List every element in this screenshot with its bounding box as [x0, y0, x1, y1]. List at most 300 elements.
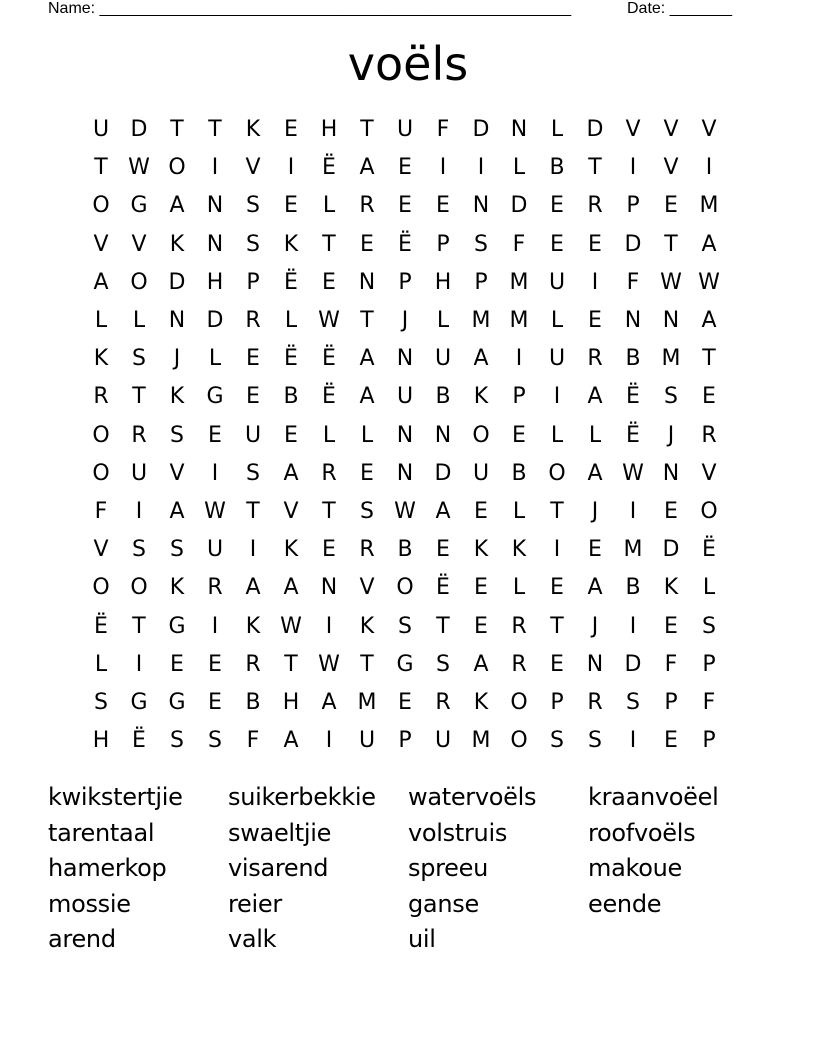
grid-cell: W	[204, 498, 226, 524]
grid-cell: K	[473, 384, 489, 410]
grid-cell: A	[587, 460, 603, 486]
word-list-item: volstruis	[408, 818, 508, 847]
grid-cell: P	[702, 728, 716, 754]
grid-cell: P	[702, 651, 716, 677]
grid-cell: B	[245, 689, 261, 715]
grid-cell: I	[705, 155, 713, 181]
grid-row	[82, 493, 728, 531]
word-list-item: kwikstertjie	[48, 783, 183, 811]
grid-cell: I	[211, 613, 219, 639]
word-column	[408, 780, 588, 958]
grid-cell: O	[130, 269, 148, 295]
grid-cell: Ë	[626, 422, 640, 448]
grid-row	[82, 607, 728, 645]
grid-cell: E	[322, 269, 336, 295]
grid-cell: E	[550, 651, 564, 677]
grid-cell: N	[320, 575, 338, 601]
grid-cell: I	[629, 613, 637, 639]
grid-cell: N	[434, 422, 452, 448]
grid-row	[82, 187, 728, 225]
grid-cell: L	[512, 155, 526, 181]
grid-cell: T	[208, 117, 222, 143]
grid-cell: V	[701, 117, 717, 143]
grid-cell: O	[92, 575, 110, 601]
grid-cell: A	[321, 689, 337, 715]
grid-cell: W	[318, 308, 340, 334]
grid-cell: M	[509, 269, 529, 295]
grid-cell: A	[359, 384, 375, 410]
grid-cell: S	[246, 193, 260, 219]
grid-cell: K	[93, 346, 109, 372]
grid-cell: T	[322, 498, 336, 524]
grid-cell: B	[435, 384, 451, 410]
grid-cell: S	[664, 384, 678, 410]
grid-cell: N	[168, 308, 186, 334]
grid-cell: M	[661, 346, 681, 372]
letter-grid	[82, 111, 728, 760]
grid-cell: E	[246, 384, 260, 410]
grid-cell: D	[434, 460, 452, 486]
grid-cell: E	[550, 575, 564, 601]
grid-cell: O	[548, 460, 566, 486]
grid-cell: Ë	[436, 575, 450, 601]
grid-cell: L	[132, 308, 146, 334]
grid-cell: I	[249, 537, 257, 563]
grid-cell: I	[135, 498, 143, 524]
grid-row	[82, 149, 728, 187]
grid-cell: N	[472, 193, 490, 219]
grid-cell: D	[510, 193, 528, 219]
grid-cell: O	[92, 422, 110, 448]
word-column	[228, 780, 408, 958]
grid-cell: E	[474, 498, 488, 524]
grid-cell: E	[284, 422, 298, 448]
grid-cell: N	[586, 651, 604, 677]
grid-cell: T	[322, 231, 336, 257]
grid-cell: E	[588, 537, 602, 563]
grid-cell: E	[436, 193, 450, 219]
grid-cell: S	[398, 613, 412, 639]
grid-cell: P	[550, 689, 564, 715]
grid-cell: S	[170, 537, 184, 563]
grid-cell: K	[283, 537, 299, 563]
grid-cell: P	[398, 728, 412, 754]
grid-cell: U	[396, 117, 414, 143]
grid-cell: D	[206, 308, 224, 334]
grid-cell: W	[394, 498, 416, 524]
grid-cell: S	[702, 613, 716, 639]
grid-row	[82, 417, 728, 455]
grid-cell: A	[587, 575, 603, 601]
grid-cell: O	[130, 575, 148, 601]
grid-cell: V	[625, 117, 641, 143]
grid-cell: O	[168, 155, 186, 181]
grid-cell: F	[664, 651, 678, 677]
grid-cell: V	[169, 460, 185, 486]
grid-cell: U	[434, 728, 452, 754]
grid-cell: N	[662, 308, 680, 334]
grid-cell: Ë	[322, 384, 336, 410]
word-list-item: valk	[228, 925, 277, 953]
grid-cell: K	[169, 575, 185, 601]
grid-cell: U	[396, 384, 414, 410]
grid-cell: J	[667, 422, 675, 448]
grid-cell: N	[396, 460, 414, 486]
grid-cell: Ë	[322, 346, 336, 372]
grid-row	[82, 264, 728, 302]
grid-cell: N	[358, 269, 376, 295]
grid-cell: O	[472, 422, 490, 448]
grid-cell: J	[591, 498, 599, 524]
grid-row	[82, 378, 728, 416]
grid-cell: U	[548, 269, 566, 295]
grid-cell: H	[282, 689, 300, 715]
grid-cell: A	[283, 575, 299, 601]
grid-cell: F	[94, 498, 108, 524]
grid-cell: O	[510, 689, 528, 715]
grid-cell: N	[396, 422, 414, 448]
grid-cell: I	[515, 346, 523, 372]
grid-cell: P	[626, 193, 640, 219]
grid-cell: E	[322, 537, 336, 563]
grid-cell: A	[701, 308, 717, 334]
grid-cell: M	[509, 308, 529, 334]
grid-cell: I	[553, 537, 561, 563]
grid-cell: K	[473, 537, 489, 563]
grid-cell: E	[208, 422, 222, 448]
grid-cell: Ë	[132, 728, 146, 754]
grid-cell: F	[246, 728, 260, 754]
grid-cell: K	[511, 537, 527, 563]
grid-cell: V	[93, 231, 109, 257]
grid-cell: E	[436, 537, 450, 563]
grid-cell: I	[135, 651, 143, 677]
grid-cell: E	[360, 231, 374, 257]
grid-cell: O	[92, 193, 110, 219]
grid-cell: A	[245, 575, 261, 601]
grid-cell: K	[245, 613, 261, 639]
grid-cell: R	[207, 575, 223, 601]
grid-cell: L	[94, 651, 108, 677]
grid-cell: Ë	[322, 155, 336, 181]
grid-cell: I	[553, 384, 561, 410]
grid-cell: E	[550, 193, 564, 219]
grid-cell: V	[131, 231, 147, 257]
grid-cell: G	[130, 193, 148, 219]
grid-cell: G	[168, 613, 186, 639]
grid-cell: B	[549, 155, 565, 181]
grid-cell: T	[360, 308, 374, 334]
grid-cell: E	[398, 193, 412, 219]
grid-cell: U	[130, 460, 148, 486]
grid-cell: E	[664, 498, 678, 524]
grid-cell: E	[664, 728, 678, 754]
word-column	[48, 780, 228, 958]
grid-cell: U	[206, 537, 224, 563]
grid-row	[82, 646, 728, 684]
grid-cell: I	[287, 155, 295, 181]
grid-cell: N	[396, 346, 414, 372]
grid-cell: T	[702, 346, 716, 372]
grid-cell: D	[624, 651, 642, 677]
grid-cell: I	[477, 155, 485, 181]
grid-cell: U	[244, 422, 262, 448]
grid-cell: L	[702, 575, 716, 601]
grid-cell: R	[511, 651, 527, 677]
grid-cell: H	[92, 728, 110, 754]
grid-cell: N	[510, 117, 528, 143]
grid-cell: I	[629, 155, 637, 181]
grid-cell: N	[206, 231, 224, 257]
grid-cell: O	[510, 728, 528, 754]
grid-cell: W	[698, 269, 720, 295]
grid-cell: L	[94, 308, 108, 334]
grid-cell: F	[626, 269, 640, 295]
grid-cell: K	[663, 575, 679, 601]
grid-cell: P	[398, 269, 412, 295]
grid-cell: R	[321, 460, 337, 486]
grid-cell: K	[359, 613, 375, 639]
grid-row	[82, 111, 728, 149]
word-list-item: ganse	[408, 889, 479, 918]
grid-cell: E	[398, 689, 412, 715]
grid-cell: K	[283, 231, 299, 257]
grid-cell: A	[283, 460, 299, 486]
grid-cell: O	[700, 498, 718, 524]
grid-cell: B	[625, 575, 641, 601]
grid-cell: A	[473, 651, 489, 677]
grid-cell: M	[699, 193, 719, 219]
grid-cell: S	[170, 422, 184, 448]
grid-cell: E	[474, 613, 488, 639]
grid-cell: S	[246, 231, 260, 257]
grid-cell: K	[473, 689, 489, 715]
date-field[interactable]: Date: _______	[627, 0, 732, 17]
grid-cell: S	[436, 651, 450, 677]
grid-cell: L	[360, 422, 374, 448]
grid-cell: L	[512, 498, 526, 524]
grid-cell: E	[208, 651, 222, 677]
grid-cell: G	[206, 384, 224, 410]
grid-cell: R	[245, 651, 261, 677]
word-list-item: mossie	[48, 889, 131, 918]
grid-cell: S	[170, 728, 184, 754]
grid-cell: M	[623, 537, 643, 563]
grid-cell: E	[702, 384, 716, 410]
grid-cell: D	[130, 117, 148, 143]
name-field[interactable]: Name: _____________________________________________________	[48, 0, 572, 17]
grid-cell: H	[320, 117, 338, 143]
grid-row	[82, 226, 728, 264]
grid-cell: I	[211, 155, 219, 181]
grid-cell: Ë	[284, 346, 298, 372]
grid-cell: L	[208, 346, 222, 372]
grid-cell: E	[284, 117, 298, 143]
grid-cell: D	[472, 117, 490, 143]
grid-cell: I	[325, 613, 333, 639]
grid-cell: B	[397, 537, 413, 563]
grid-cell: F	[436, 117, 450, 143]
word-list-item: hamerkop	[48, 854, 167, 882]
grid-cell: R	[701, 422, 717, 448]
grid-cell: R	[587, 193, 603, 219]
word-column	[588, 780, 768, 958]
grid-cell: N	[662, 460, 680, 486]
grid-cell: T	[132, 384, 146, 410]
grid-cell: G	[168, 689, 186, 715]
grid-cell: D	[168, 269, 186, 295]
grid-cell: P	[512, 384, 526, 410]
word-list-item: swaeltjie	[228, 818, 332, 847]
grid-cell: T	[170, 117, 184, 143]
grid-cell: B	[511, 460, 527, 486]
grid-cell: A	[701, 231, 717, 257]
grid-cell: V	[359, 575, 375, 601]
grid-cell: V	[93, 537, 109, 563]
grid-cell: L	[550, 422, 564, 448]
grid-cell: I	[439, 155, 447, 181]
grid-cell: S	[94, 689, 108, 715]
grid-cell: R	[93, 384, 109, 410]
grid-cell: T	[436, 613, 450, 639]
grid-cell: E	[664, 613, 678, 639]
grid-cell: P	[474, 269, 488, 295]
word-list-item: tarentaal	[48, 818, 155, 847]
grid-row	[82, 722, 728, 760]
grid-cell: Ë	[702, 537, 716, 563]
grid-cell: A	[473, 346, 489, 372]
grid-cell: E	[360, 460, 374, 486]
grid-cell: U	[472, 460, 490, 486]
grid-cell: V	[663, 117, 679, 143]
grid-cell: V	[701, 460, 717, 486]
word-list-item: suikerbekkie	[228, 783, 376, 811]
grid-cell: R	[359, 193, 375, 219]
grid-cell: A	[359, 155, 375, 181]
grid-cell: K	[169, 231, 185, 257]
grid-cell: D	[624, 231, 642, 257]
word-list-item: eende	[588, 889, 662, 918]
grid-cell: S	[132, 537, 146, 563]
grid-cell: I	[591, 269, 599, 295]
grid-cell: T	[132, 613, 146, 639]
grid-cell: L	[550, 308, 564, 334]
grid-cell: H	[206, 269, 224, 295]
grid-cell: S	[132, 346, 146, 372]
grid-cell: S	[360, 498, 374, 524]
grid-cell: U	[92, 117, 110, 143]
grid-cell: Ë	[284, 269, 298, 295]
grid-cell: T	[94, 155, 108, 181]
grid-cell: M	[471, 728, 491, 754]
grid-cell: R	[435, 689, 451, 715]
grid-cell: T	[588, 155, 602, 181]
grid-cell: R	[359, 537, 375, 563]
grid-cell: N	[206, 193, 224, 219]
grid-cell: T	[550, 498, 564, 524]
grid-cell: E	[664, 193, 678, 219]
grid-cell: E	[550, 231, 564, 257]
grid-cell: L	[588, 422, 602, 448]
grid-cell: T	[360, 651, 374, 677]
word-list	[48, 780, 768, 958]
grid-cell: L	[284, 308, 298, 334]
grid-cell: R	[587, 346, 603, 372]
grid-cell: Ë	[398, 231, 412, 257]
grid-cell: T	[246, 498, 260, 524]
grid-cell: E	[512, 422, 526, 448]
grid-cell: D	[662, 537, 680, 563]
grid-cell: E	[208, 689, 222, 715]
grid-cell: R	[131, 422, 147, 448]
grid-cell: S	[246, 460, 260, 486]
grid-cell: F	[702, 689, 716, 715]
grid-cell: F	[512, 231, 526, 257]
grid-cell: Ë	[626, 384, 640, 410]
grid-cell: Ë	[94, 613, 108, 639]
word-list-item: arend	[48, 925, 116, 953]
grid-cell: G	[396, 651, 414, 677]
grid-cell: L	[322, 422, 336, 448]
grid-row	[82, 684, 728, 722]
grid-cell: M	[471, 308, 491, 334]
grid-row	[82, 455, 728, 493]
grid-cell: I	[629, 498, 637, 524]
grid-cell: E	[474, 575, 488, 601]
grid-cell: O	[396, 575, 414, 601]
grid-cell: N	[624, 308, 642, 334]
word-list-item: reier	[228, 889, 282, 918]
word-list-item: uil	[408, 925, 436, 953]
word-list-item: watervoëls	[408, 783, 537, 811]
grid-cell: U	[434, 346, 452, 372]
grid-cell: K	[245, 117, 261, 143]
grid-cell: V	[663, 155, 679, 181]
word-list-item: visarend	[228, 854, 329, 882]
grid-cell: A	[283, 728, 299, 754]
grid-cell: I	[211, 460, 219, 486]
grid-cell: V	[283, 498, 299, 524]
grid-cell: D	[586, 117, 604, 143]
grid-cell: E	[398, 155, 412, 181]
word-list-item: kraanvoëel	[588, 783, 719, 811]
grid-cell: P	[436, 231, 450, 257]
grid-cell: R	[587, 689, 603, 715]
grid-cell: P	[246, 269, 260, 295]
grid-row	[82, 569, 728, 607]
grid-cell: O	[92, 460, 110, 486]
grid-cell: W	[660, 269, 682, 295]
grid-row	[82, 531, 728, 569]
grid-cell: J	[173, 346, 181, 372]
grid-cell: P	[664, 689, 678, 715]
grid-cell: I	[325, 728, 333, 754]
grid-cell: T	[360, 117, 374, 143]
grid-cell: A	[587, 384, 603, 410]
grid-cell: S	[626, 689, 640, 715]
grid-cell: B	[283, 384, 299, 410]
grid-cell: J	[401, 308, 409, 334]
word-list-item: roofvoëls	[588, 818, 696, 847]
grid-row	[82, 340, 728, 378]
grid-cell: T	[284, 651, 298, 677]
grid-cell: A	[359, 346, 375, 372]
grid-cell: W	[128, 155, 150, 181]
grid-cell: T	[664, 231, 678, 257]
grid-cell: M	[357, 689, 377, 715]
grid-cell: L	[436, 308, 450, 334]
grid-cell: A	[169, 498, 185, 524]
